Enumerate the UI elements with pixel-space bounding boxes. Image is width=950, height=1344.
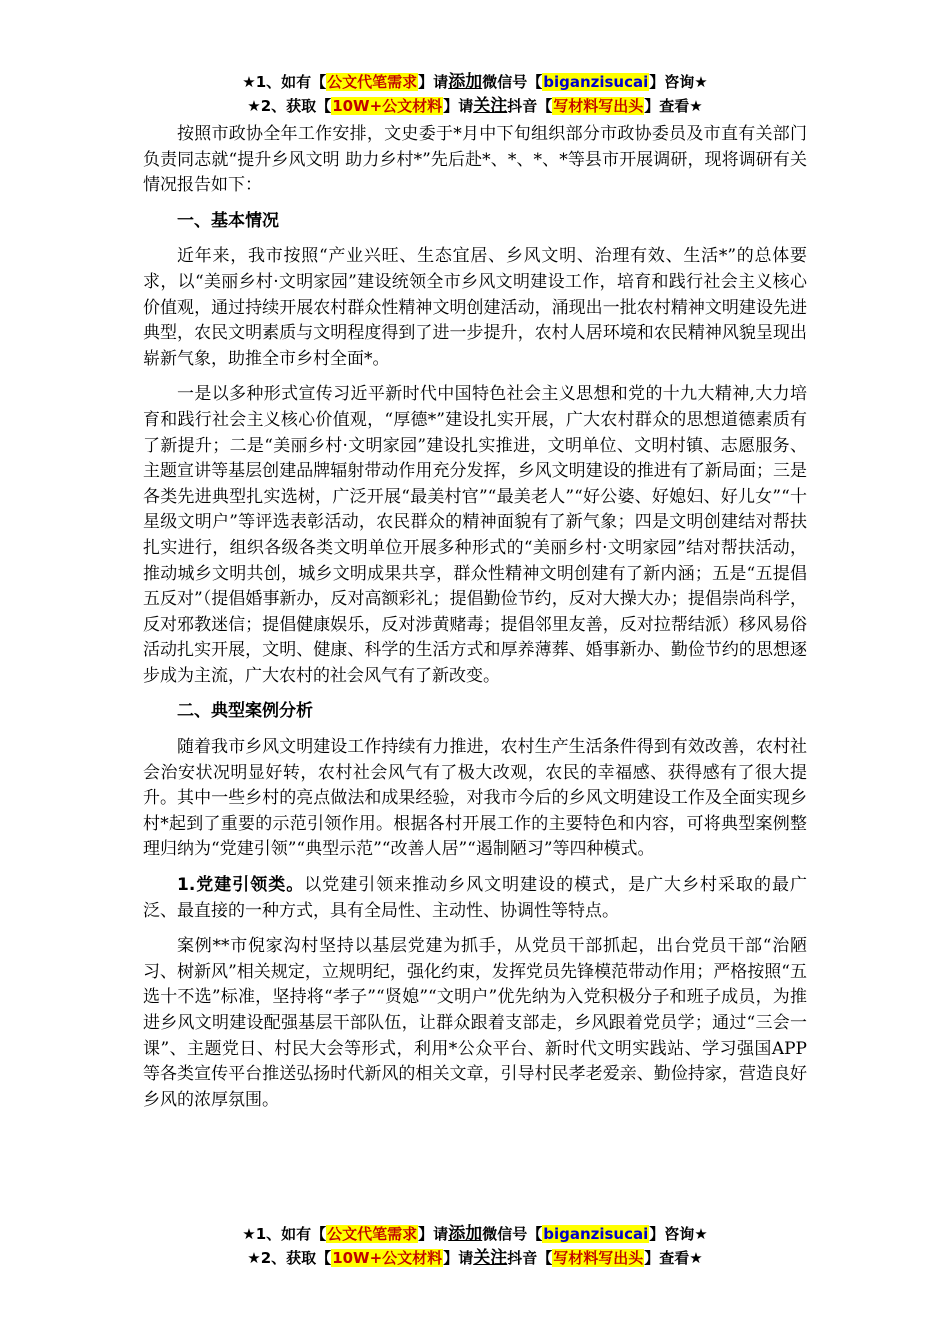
promo-line-2: ★2、获取【10W+公文材料】请关注抖音【写材料写出头】查看★ xyxy=(247,1248,703,1268)
highlight-ghostwriting: 公文代笔需求 xyxy=(327,1225,418,1243)
highlight-wechat-id: biganzisucai xyxy=(543,1225,649,1243)
paragraph: 1.党建引领类。以党建引领来推动乡风文明建设的模式，是广大乡村采取的最广泛、最直接的一种方式，具有全局性、主动性、协调性等特点。 xyxy=(143,875,807,921)
intro-paragraph: 按照市政协全年工作安排，文史委于*月中下旬组织部分市政协委员及市直有关部门负责同志就“提升乡风文明 助力乡村*”先后赴*、*、*、*等县市开展调研，现将调研有关情况报告如下： xyxy=(143,124,807,196)
case-paragraph: 案例**市倪家沟村坚持以基层党建为抓手，从党员干部抓起，出台党员干部“治陋习、树新风”相关规定，立规明纪，强化约束，发挥党员先锋模范带动作用；严格按照“五选十不选”标准，坚持将“孝子”“贤媳”“文明户”优先纳为入党积极分子和班子成员，为推进乡风文明建设配强基层干部队伍，让群众跟着支部走，乡风跟着党员学；通过“三会一课”、主题党日、村民大会等形式，利用*公众平台、新时代文明实践站、学习强国APP等各类宣传平台推送弘扬时代新风的相关文章，引导村民孝老爱亲、勤俭持家，营造良好乡风的浓厚氛围。 xyxy=(143,936,807,1110)
promo-banner-top xyxy=(143,70,807,118)
promo-banner-bottom xyxy=(143,1222,807,1270)
paragraph: 随着我市乡风文明建设工作持续有力推进，农村生产生活条件得到有效改善，农村社会治安状况明显好转，农村社会风气有了极大改观，农民的幸福感、获得感有了很大提升。其中一些乡村的亮点做法和成果经验，对我市今后的乡风文明建设工作及全面实现乡村*起到了重要的示范引领作用。根据各村开展工作的主要特色和内容，可将典型案例整理归纳为“党建引领”“典型示范”“改善人居”“遏制陋习”等四种模式。 xyxy=(143,737,807,860)
promo-line-1: ★1、如有【公文代笔需求】请添加微信号【biganzisucai】咨询★ xyxy=(242,72,708,92)
highlight-douyin-account: 写材料写出头 xyxy=(553,1249,644,1267)
highlight-materials: 10W+公文材料 xyxy=(332,1249,443,1267)
highlight-wechat-id: biganzisucai xyxy=(543,73,649,91)
paragraph: 一是以多种形式宣传习近平新时代中国特色社会主义思想和党的十九大精神,大力培育和践行社会主义核心价值观，“厚德*”建设扎实开展，广大农村群众的思想道德素质有了新提升；二是“美丽乡村·文明家园”建设扎实推进，文明单位、文明村镇、志愿服务、主题宣讲等基层创建品牌辐射带动作用充分发挥，乡风文明建设的推进有了新局面；三是各类先进典型扎实选树，广泛开展“最美村官”“最美老人”“好公婆、好媳妇、好儿女”“十星级文明户”等评选表彰活动，农民群众的精神面貌有了新气象；四是文明创建结对帮扶扎实进行，组织各级各类文明单位开展多种形式的“美丽乡村·文明家园”结对帮扶活动，推动城乡文明共创，城乡文明成果共享，群众性精神文明创建有了新内涵；五是“五提倡五反对”（提倡婚事新办，反对高额彩礼；提倡勤俭节约，反对大操大办；提倡崇尚科学，反对邪教迷信；提倡健康娱乐，反对涉黄赌毒；提倡邻里友善，反对拉帮结派）移风易俗活动扎实开展，文明、健康、科学的生活方式和厚养薄葬、婚事新办、勤俭节约的思想逐步成为主流，广大农村的社会风气有了新改变。 xyxy=(143,384,807,686)
promo-line-1: ★1、如有【公文代笔需求】请添加微信号【biganzisucai】咨询★ xyxy=(242,1224,708,1244)
highlight-douyin-account: 写材料写出头 xyxy=(553,97,644,115)
highlight-materials: 10W+公文材料 xyxy=(332,97,443,115)
section-heading-basic: 一、基本情况 xyxy=(177,210,279,231)
section-heading-cases: 二、典型案例分析 xyxy=(177,701,313,722)
subsection-lead: 1.党建引领类。 xyxy=(177,875,305,896)
paragraph: 近年来，我市按照“产业兴旺、生态宜居、乡风文明、治理有效、生活*”的总体要求，以“美丽乡村·文明家园”建设统领全市乡风文明建设工作，培育和践行社会主义核心价值观，通过持续开展农村群众性精神文明创建活动，涌现出一批农村精神文明建设先进典型，农民文明素质与文明程度得到了进一步提升，农村人居环境和农民精神风貌呈现出崭新气象，助推全市乡村全面*。 xyxy=(143,246,807,369)
promo-line-2: ★2、获取【10W+公文材料】请关注抖音【写材料写出头】查看★ xyxy=(247,96,703,116)
report-body xyxy=(143,122,807,1123)
highlight-ghostwriting: 公文代笔需求 xyxy=(327,73,418,91)
